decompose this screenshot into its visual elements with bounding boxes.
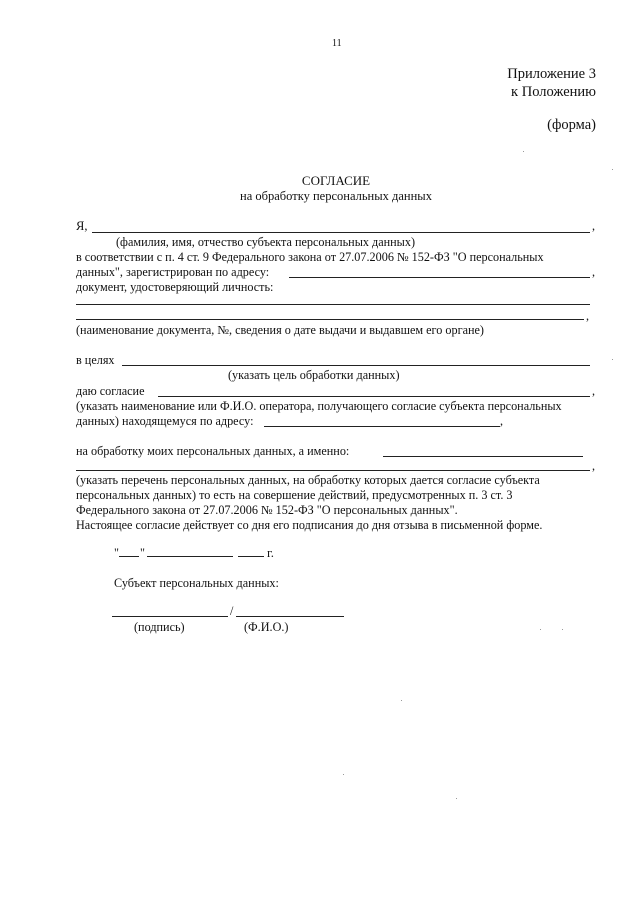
operator-hint: (указать наименование или Ф.И.О. оператора, получающего согласие субъекта персональных [76,399,562,413]
signer-name-field[interactable] [236,616,344,617]
signature-hint: (подпись) [134,620,185,634]
operator-address-field[interactable] [264,426,500,427]
operator-address-label: данных) находящемуся по адресу: [76,414,254,428]
signature-field[interactable] [112,616,228,617]
document-title: СОГЛАСИЕ [301,173,371,188]
validity-statement: Настоящее согласие действует со дня его подписания до дня отзыва в письменной форме. [76,518,543,532]
date-year-field[interactable] [238,556,264,557]
address-field[interactable] [289,277,590,278]
processing-field-1[interactable] [383,456,583,457]
scan-speck [612,169,613,170]
subject-label: Субъект персональных данных: [114,576,279,590]
data-list-hint-3: Федерального закона от 27.07.2006 № 152-ФЗ "О персональных данных". [76,503,458,517]
law-reference: в соответствии с п. 4 ст. 9 Федерального закона от 27.07.2006 № 152-ФЗ "О персональных [76,250,544,264]
scan-speck [562,629,563,630]
date-month-field[interactable] [147,556,233,557]
regulation-label: к Положению [511,84,596,100]
purpose-label: в целях [76,353,115,367]
operator-suffix: , [500,414,504,428]
consent-label: даю согласие [76,384,145,398]
signer-name-hint: (Ф.И.О.) [244,620,289,634]
purpose-field[interactable] [122,365,590,366]
identity-doc-label: документ, удостоверяющий личность: [76,280,274,294]
registered-label: данных", зарегистрирован по адресу: [76,265,270,279]
date-open-quote: " [114,546,119,560]
scan-speck [523,151,524,152]
date-day-field[interactable] [119,556,139,557]
data-list-hint-1: (указать перечень персональных данных, на обработку которых дается согласие субъекта [76,473,540,487]
processing-field-2[interactable] [76,470,590,471]
identity-doc-suffix: , [586,309,590,323]
i-prefix: Я, [76,219,88,233]
i-suffix: , [592,219,596,233]
fio-hint: (фамилия, имя, отчество субъекта персональных данных) [116,235,416,249]
processing-label: на обработку моих персональных данных, а именно: [76,444,350,458]
date-close-quote: " [140,546,145,560]
consent-suffix: , [592,384,596,398]
year-suffix: г. [267,546,275,560]
scan-speck [456,798,457,799]
appendix-label: Приложение 3 [507,66,596,82]
registered-suffix: , [592,265,596,279]
processing-suffix: , [592,459,596,473]
scan-speck [343,774,344,775]
signature-slash: / [230,604,234,618]
data-list-hint-2: персональных данных) то есть на совершение действий, предусмотренных п. 3 ст. 3 [76,488,513,502]
identity-doc-hint: (наименование документа, №, сведения о дате выдачи и выдавшем его органе) [76,323,484,337]
form-label: (форма) [547,117,596,133]
identity-doc-field-2[interactable] [76,319,584,320]
fio-field[interactable] [92,232,590,233]
purpose-hint: (указать цель обработки данных) [228,368,400,382]
scan-speck [612,359,613,360]
scan-speck [401,700,402,701]
scan-speck [540,629,541,630]
identity-doc-field-1[interactable] [76,304,590,305]
page-number: 11 [332,38,342,49]
operator-field[interactable] [158,396,590,397]
document-subtitle: на обработку персональных данных [240,189,432,203]
